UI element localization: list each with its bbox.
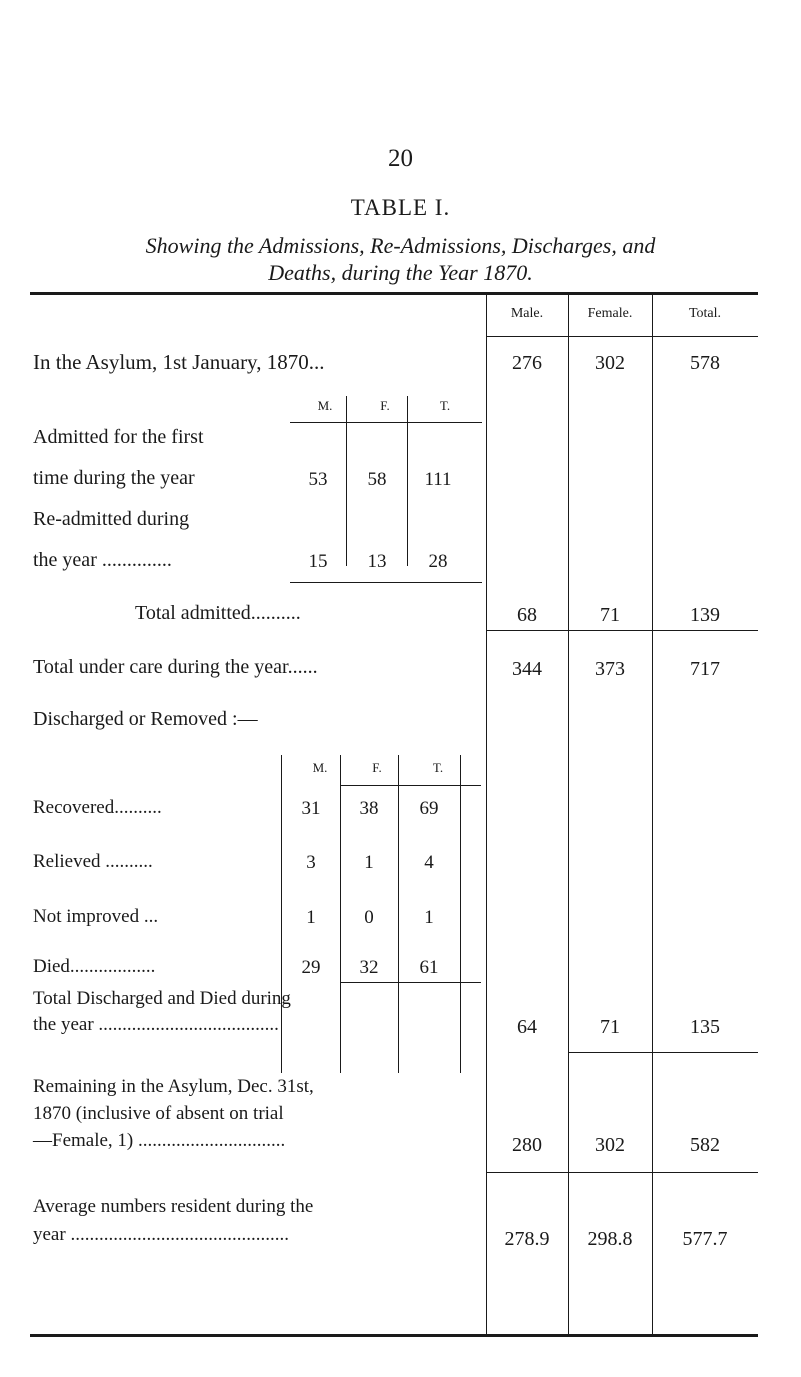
bottom-rule [30,1334,758,1337]
total-admitted-male: 68 [517,604,537,626]
admissions-header-m: M. [317,398,333,413]
admissions-bottom-rule [290,582,482,583]
first-time-f: 58 [367,469,387,490]
total-under-care-label: Total under care during the year...... [33,656,318,678]
discharges-bottom-rule [341,982,481,983]
admissions-header-t: T. [439,398,451,413]
total-discharged-rule [568,1052,758,1053]
discharge-row-not-improved-m: 1 [306,907,316,928]
first-time-t: 111 [424,469,452,490]
table-subtitle-line2: Deaths, during the Year 1870. [268,260,533,285]
discharge-row-relieved-label: Relieved .......... [33,851,153,872]
header-underline [486,336,758,337]
readmitted-f: 13 [367,551,387,572]
first-time-label-line2: time during the year [33,467,195,489]
remaining-label-line2: 1870 (inclusive of absent on trial [33,1103,284,1124]
discharged-heading: Discharged or Removed :— [33,708,258,730]
table-title: TABLE I. [350,195,451,220]
average-total: 577.7 [682,1228,728,1250]
in-asylum-male: 276 [512,352,542,374]
first-time-m: 53 [308,469,328,490]
col-rule-male-left [486,295,487,1334]
total-discharged-label-line1: Total Discharged and Died during [33,988,291,1009]
average-label-line2: year .............................................. [33,1224,289,1245]
discharge-row-died-label: Died.................. [33,956,156,977]
admissions-header-underline [290,422,482,423]
readmitted-label-line1: Re-admitted during [33,508,190,530]
page-number: 20 [388,145,413,172]
remaining-male: 280 [512,1134,542,1156]
average-female: 298.8 [587,1228,633,1250]
discharge-row-died-t: 61 [419,957,439,978]
in-asylum-label: In the Asylum, 1st January, 1870... [33,350,325,374]
remaining-rule [486,1172,758,1173]
discharges-vrule-2 [398,755,399,1073]
admissions-header-f: F. [380,398,390,413]
total-discharged-label-line2: the year ...................................... [33,1014,279,1035]
col-rule-female-left [568,295,569,1334]
col-rule-total-left [652,295,653,1334]
total-discharged-total: 135 [690,1016,720,1038]
discharge-row-not-improved-label: Not improved ... [33,906,159,927]
readmitted-label-line2: the year .............. [33,549,172,571]
discharges-vrule-1 [340,755,341,1073]
total-admitted-total: 139 [690,604,720,626]
total-under-care-total: 717 [690,658,720,680]
total-under-care-female: 373 [595,658,625,680]
col-header-female: Female. [587,306,633,321]
discharge-row-relieved-t: 4 [424,852,434,873]
table-subtitle-line1: Showing the Admissions, Re-Admissions, Discharges, and [145,233,656,258]
remaining-total: 582 [690,1134,720,1156]
total-under-care-male: 344 [512,658,542,680]
discharges-header-m: M. [312,760,328,775]
total-admitted-rule [486,630,758,631]
discharge-row-recovered-label: Recovered.......... [33,797,162,818]
discharge-row-recovered-t: 69 [419,798,439,819]
average-label-line1: Average numbers resident during the [33,1196,314,1217]
discharges-header-underline [341,785,481,786]
discharge-row-not-improved-f: 0 [364,907,374,928]
discharges-header-t: T. [432,760,444,775]
discharge-row-died-m: 29 [301,957,321,978]
in-asylum-total: 578 [690,352,720,374]
readmitted-t: 28 [428,551,448,572]
readmitted-m: 15 [308,551,328,572]
remaining-female: 302 [595,1134,625,1156]
total-discharged-female: 71 [600,1016,620,1038]
discharge-row-not-improved-t: 1 [424,907,434,928]
discharge-row-relieved-f: 1 [364,852,374,873]
discharge-row-relieved-m: 3 [306,852,316,873]
discharges-vrule-3 [460,755,461,1073]
discharge-row-died-f: 32 [359,957,379,978]
first-time-label-line1: Admitted for the first [33,426,204,448]
remaining-label-line1: Remaining in the Asylum, Dec. 31st, [33,1076,314,1097]
remaining-label-line3: —Female, 1) ............................... [33,1130,286,1151]
in-asylum-female: 302 [595,352,625,374]
discharges-header-f: F. [372,760,382,775]
col-header-total: Total. [688,306,722,321]
discharges-vrule-0 [281,755,282,1073]
discharge-row-recovered-f: 38 [359,798,379,819]
total-admitted-female: 71 [600,604,620,626]
average-male: 278.9 [504,1228,550,1250]
total-admitted-label: Total admitted.......... [135,602,301,624]
total-discharged-male: 64 [517,1016,537,1038]
top-rule [30,292,758,295]
col-header-male: Male. [510,306,544,321]
discharge-row-recovered-m: 31 [301,798,321,819]
